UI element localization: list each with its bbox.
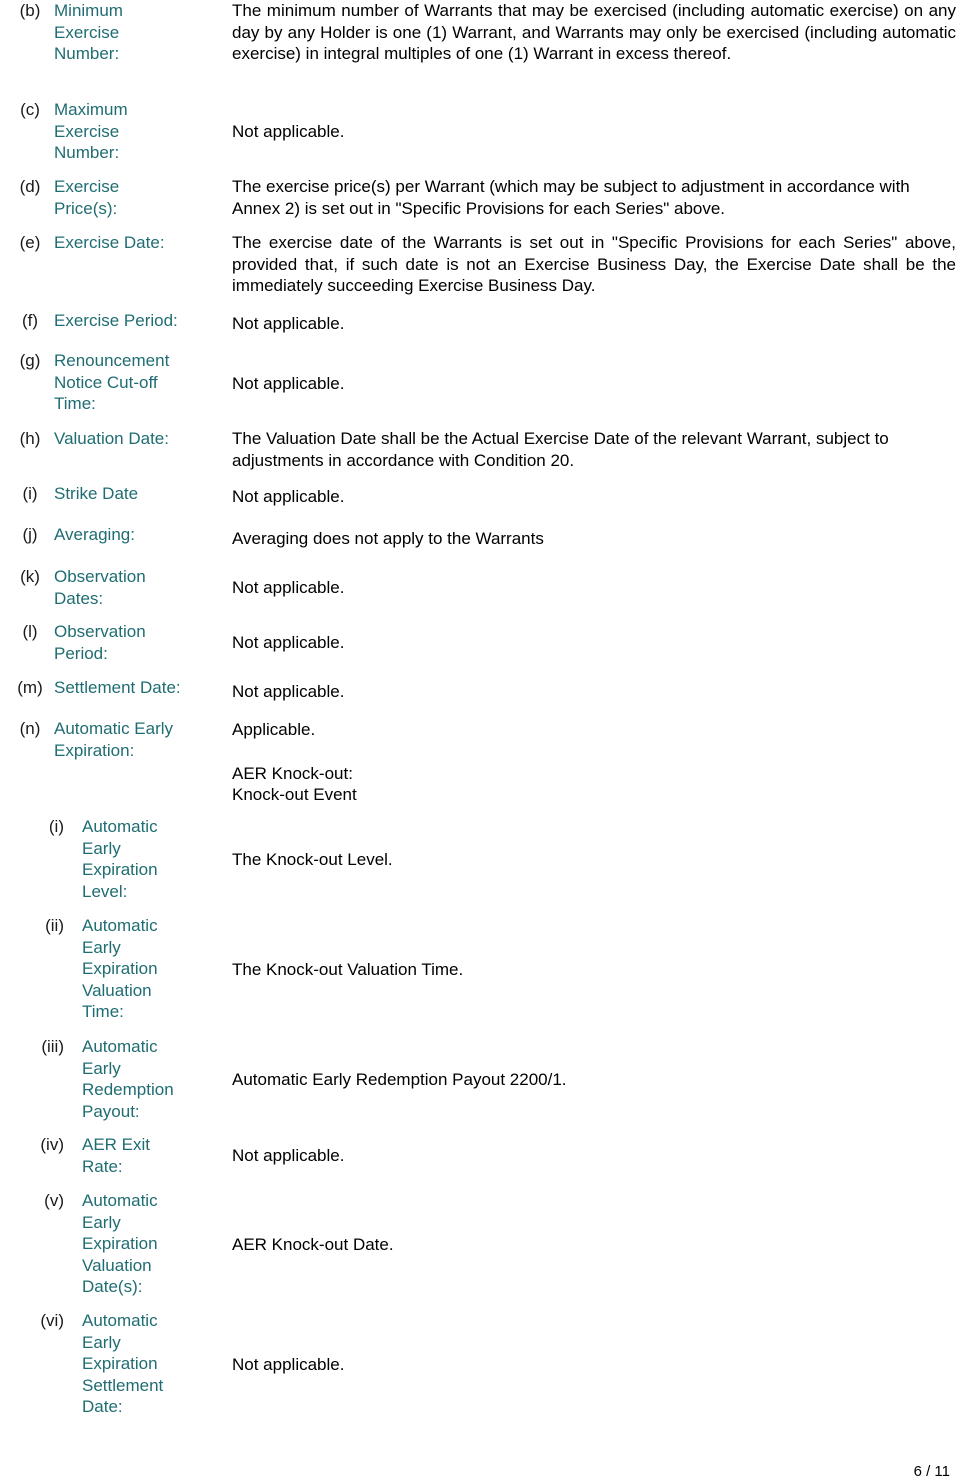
item-value: Not applicable. — [232, 487, 345, 506]
item-label: (h) — [19, 429, 41, 448]
item-label: (c) — [20, 100, 40, 119]
item-term: Renouncement Notice Cut-off Time: — [54, 351, 170, 414]
item-term: Valuation Date: — [54, 429, 169, 448]
item-value: Averaging does not apply to the Warrants — [232, 529, 544, 548]
subitem-term: Automatic Early Expiration Valuation Time: — [82, 916, 158, 1022]
aer-knockout-event: Knock-out Event — [232, 785, 357, 804]
subitem-label: (v) — [44, 1191, 64, 1210]
item-term: Exercise Period: — [54, 311, 178, 330]
item-term: Strike Date — [54, 484, 139, 503]
subitem-label: (i) — [48, 817, 64, 836]
item-term: Averaging: — [54, 525, 135, 544]
item-value: The minimum number of Warrants that may be exercised (including automatic exercise) on any day by any Holder is one (1) Warrant, and Warrants may only be exercised (including automatic exercise) in integral multiples of one (1) Warrant in excess thereof. — [232, 1, 956, 64]
item-value: Not applicable. — [232, 122, 345, 141]
item-value: Not applicable. — [232, 374, 345, 393]
item-label: (g) — [19, 351, 41, 370]
subitem-term: Automatic Early Expiration Valuation Date(s): — [82, 1191, 158, 1297]
item-value: Not applicable. — [232, 633, 345, 652]
subitem-label: (iii) — [41, 1037, 64, 1056]
subitem-value: The Knock-out Valuation Time. — [232, 960, 464, 979]
subitem-value: Automatic Early Redemption Payout 2200/1. — [232, 1070, 567, 1089]
subitem-value: AER Knock-out Date. — [232, 1235, 394, 1254]
item-label: (m) — [17, 678, 43, 697]
subitem-term: Automatic Early Expiration Settlement Date: — [82, 1311, 164, 1417]
item-label: (i) — [22, 484, 38, 503]
subitem-label: (ii) — [45, 916, 64, 935]
subitem-value: Not applicable. — [232, 1355, 345, 1374]
item-value: Not applicable. — [232, 578, 345, 597]
item-label: (j) — [22, 525, 38, 544]
item-label: (d) — [19, 177, 41, 196]
item-term: Minimum Exercise Number: — [54, 1, 123, 64]
subitem-term: AER Exit Rate: — [82, 1135, 151, 1176]
item-value: Applicable. — [232, 720, 316, 739]
subitem-term: Automatic Early Expiration Level: — [82, 817, 158, 901]
item-term: Observation Dates: — [54, 567, 146, 608]
subitem-label: (iv) — [40, 1135, 64, 1154]
item-value: Not applicable. — [232, 682, 345, 701]
item-label: (b) — [19, 1, 41, 20]
item-value: The exercise date of the Warrants is set out in "Specific Provisions for each Series" above, provided that, if such date is not an Exercise Business Day, the Exercise Date shall be the immediately succeeding Exercise Business Day. — [232, 233, 956, 296]
item-term: Automatic Early Expiration: — [54, 719, 174, 760]
item-label: (e) — [19, 233, 41, 252]
item-term: Settlement Date: — [54, 678, 181, 697]
item-term: Exercise Price(s): — [54, 177, 120, 218]
item-value: The exercise price(s) per Warrant (which may be subject to adjustment in accordance with Annex 2) is set out in "Specific Provisions for each Series" above. — [232, 177, 910, 218]
item-value: Not applicable. — [232, 314, 345, 333]
page-number: 6 / 11 — [913, 1463, 950, 1480]
subitem-value: The Knock-out Level. — [232, 850, 393, 869]
item-label: (l) — [22, 622, 38, 641]
item-value: The Valuation Date shall be the Actual Exercise Date of the relevant Warrant, subject to adjustments in accordance with Condition 20. — [232, 429, 889, 470]
item-label: (k) — [20, 567, 40, 586]
item-label: (n) — [19, 719, 41, 738]
item-label: (f) — [21, 311, 39, 330]
aer-knockout-label: AER Knock-out: — [232, 764, 353, 783]
item-term: Maximum Exercise Number: — [54, 100, 128, 163]
subitem-label: (vi) — [40, 1311, 64, 1330]
subitem-term: Automatic Early Redemption Payout: — [82, 1037, 174, 1121]
subitem-value: Not applicable. — [232, 1146, 345, 1165]
item-term: Observation Period: — [54, 622, 146, 663]
item-term: Exercise Date: — [54, 233, 165, 252]
